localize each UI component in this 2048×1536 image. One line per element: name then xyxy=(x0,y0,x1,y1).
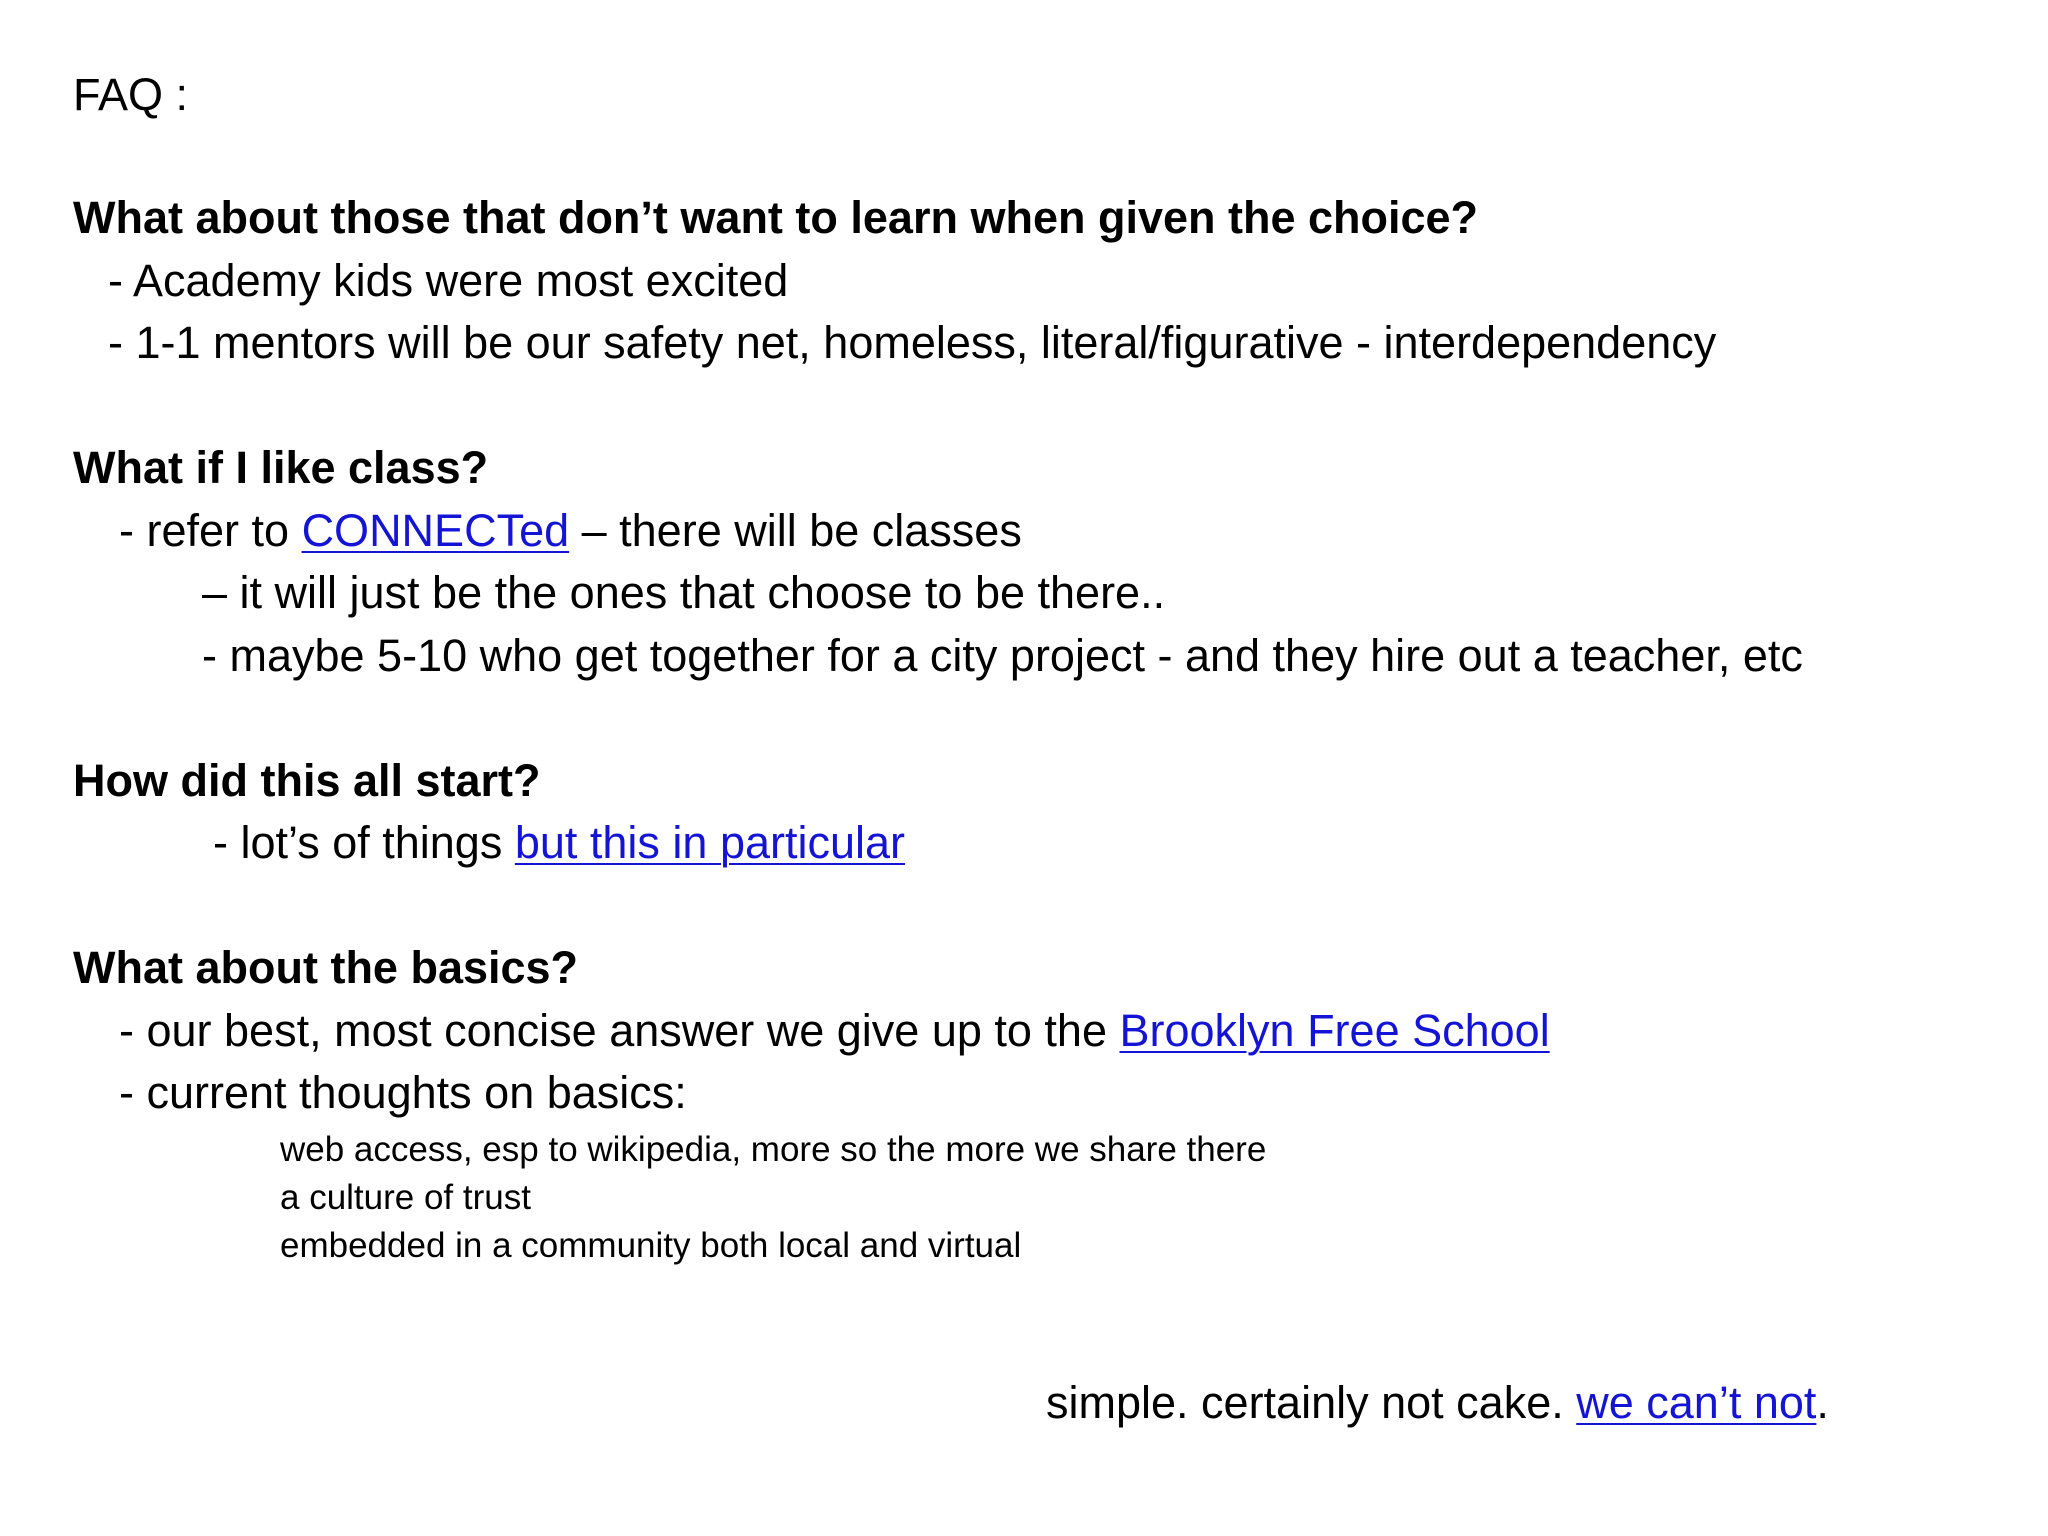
faq-title: FAQ : xyxy=(73,69,189,120)
basics-item-2: a culture of trust xyxy=(280,1178,531,1217)
q2-sub-answer-2: - maybe 5-10 who get together for a city project - and they hire out a teacher, etc xyxy=(202,630,1803,681)
connected-link[interactable]: CONNECTed xyxy=(301,505,570,556)
closing-text: simple. certainly not cake. xyxy=(1046,1377,1577,1428)
q4-answer-prefix: - our best, most concise answer we give up to the xyxy=(119,1005,1120,1056)
closing-end: . xyxy=(1816,1377,1829,1428)
q1-answer-1: - Academy kids were most excited xyxy=(108,255,789,306)
q3-answer xyxy=(213,817,906,868)
q2-answer-prefix: - refer to xyxy=(119,505,302,556)
closing-line xyxy=(1046,1377,1829,1428)
q1-answer-2: - 1-1 mentors will be our safety net, homeless, literal/figurative - interdependency xyxy=(108,317,1717,368)
question-1: What about those that don’t want to learn when given the choice? xyxy=(73,192,1479,243)
brooklyn-free-school-link[interactable]: Brooklyn Free School xyxy=(1119,1005,1550,1056)
we-cant-not-link[interactable]: we can’t not xyxy=(1576,1377,1817,1428)
q2-sub-answer-1: – it will just be the ones that choose to be there.. xyxy=(202,567,1166,618)
basics-item-1: web access, esp to wikipedia, more so the more we share there xyxy=(280,1130,1267,1169)
but-this-in-particular-link[interactable]: but this in particular xyxy=(514,817,906,868)
q4-answer-2: - current thoughts on basics: xyxy=(119,1067,687,1118)
q2-answer-suffix: – there will be classes xyxy=(569,505,1022,556)
basics-item-3: embedded in a community both local and virtual xyxy=(280,1226,1022,1265)
question-4: What about the basics? xyxy=(73,942,579,993)
question-2: What if I like class? xyxy=(73,442,489,493)
question-3: How did this all start? xyxy=(73,755,541,806)
q2-answer xyxy=(119,505,1022,556)
q3-answer-prefix: - lot’s of things xyxy=(213,817,515,868)
q4-answer-1 xyxy=(119,1005,1550,1056)
